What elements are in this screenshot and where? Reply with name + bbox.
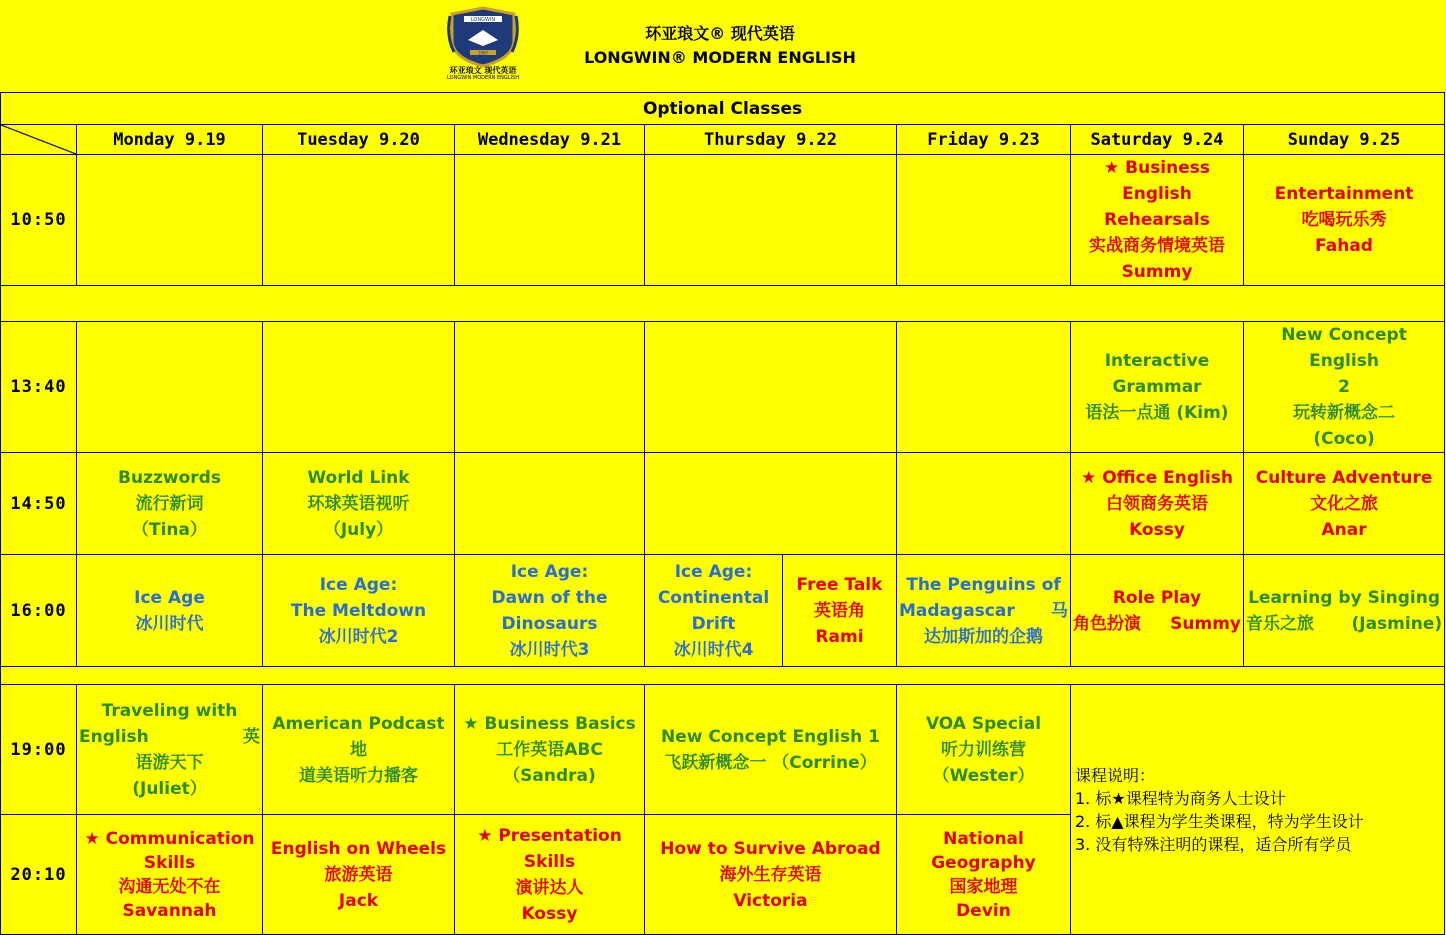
- class-tue-1450: World Link 环球英语视听 （July）: [263, 453, 455, 555]
- class-sat-1600: Role Play 角色扮演 Summy: [1071, 555, 1244, 667]
- logo-caption-en: LONGWIN MODERN ENGLISH: [447, 75, 519, 81]
- class-fri-1900: VOA Special 听力训练营 （Wester）: [897, 685, 1071, 815]
- row-1050: [1, 155, 1445, 286]
- break-row-2: [1, 667, 1445, 685]
- class-wed-2010: ★ Presentation Skills 演讲达人 Kossy: [455, 815, 645, 935]
- notes-item: 2. 标▲课程为学生类课程，特为学生设计: [1075, 811, 1364, 831]
- class-thu-1600-free-talk: Free Talk 英语角 Rami: [783, 555, 897, 667]
- row-1450: [1, 453, 1445, 555]
- class-mon-1900: Traveling with English 英 语游天下 (Juliet）: [77, 685, 263, 815]
- day-header-sunday: Sunday 9.25: [1244, 125, 1445, 155]
- class-fri-1600: The Penguins of Madagascar 马 达加斯加的企鹅: [897, 555, 1071, 667]
- class-sat-1450: ★ Office English 白领商务英语 Kossy: [1071, 453, 1244, 555]
- day-header-saturday: Saturday 9.24: [1071, 125, 1244, 155]
- class-wed-1900: ★ Business Basics 工作英语ABC （Sandra): [455, 685, 645, 815]
- title-cn: 环亚琅文® 现代英语: [645, 24, 795, 43]
- logo-text: LONGWIN: [470, 17, 496, 23]
- time-1450: 14:50: [1, 453, 77, 555]
- title-en: LONGWIN® MODERN ENGLISH: [584, 48, 856, 67]
- class-mon-1450: Buzzwords 流行新词 （Tina）: [77, 453, 263, 555]
- page-title: [460, 22, 980, 70]
- time-1600: 16:00: [1, 555, 77, 667]
- logo-year: 1997: [477, 50, 489, 56]
- course-notes: [1071, 685, 1445, 935]
- row-1600: [1, 555, 1445, 667]
- notes-item: 3. 没有特殊注明的课程，适合所有学员: [1075, 834, 1352, 854]
- class-sun-1600: Learning by Singing 音乐之旅 (Jasmine): [1244, 555, 1445, 667]
- time-2010: 20:10: [1, 815, 77, 935]
- class-tue-1600: Ice Age: The Meltdown 冰川时代2: [263, 555, 455, 667]
- row-1900: [1, 685, 1445, 815]
- table-title: Optional Classes: [1, 93, 1445, 125]
- class-thu-2010: How to Survive Abroad 海外生存英语 Victoria: [645, 815, 897, 935]
- class-wed-1600: Ice Age: Dawn of the Dinosaurs 冰川时代3: [455, 555, 645, 667]
- class-sat-1340: Interactive Grammar 语法一点通 (Kim): [1071, 322, 1244, 453]
- day-header-wednesday: Wednesday 9.21: [455, 125, 645, 155]
- class-thu-1900: New Concept English 1 飞跃新概念一 （Corrine）: [645, 685, 897, 815]
- day-header-monday: Monday 9.19: [77, 125, 263, 155]
- day-header-thursday: Thursday 9.22: [645, 125, 897, 155]
- time-1050: 10:50: [1, 155, 77, 286]
- row-1340: [1, 322, 1445, 453]
- corner-cell: [1, 125, 77, 155]
- logo-caption-cn: 环亚琅文 现代英语: [449, 66, 517, 75]
- notes-title: 课程说明：: [1075, 765, 1156, 785]
- class-sun-1050: Entertainment 吃喝玩乐秀 Fahad: [1244, 155, 1445, 286]
- day-header-friday: Friday 9.23: [897, 125, 1071, 155]
- schedule-table: [0, 92, 1445, 935]
- class-sun-1340: New Concept English 2 玩转新概念二 (Coco): [1244, 322, 1445, 453]
- class-fri-2010: National Geography 国家地理 Devin: [897, 815, 1071, 935]
- class-mon-2010: ★ Communication Skills 沟通无处不在 Savannah: [77, 815, 263, 935]
- class-sun-1450: Culture Adventure 文化之旅 Anar: [1244, 453, 1445, 555]
- class-thu-1600-ice-age: Ice Age: Continental Drift 冰川时代4: [645, 555, 783, 667]
- time-1340: 13:40: [1, 322, 77, 453]
- class-tue-2010: English on Wheels 旅游英语 Jack: [263, 815, 455, 935]
- notes-item: 1. 标★课程特为商务人士设计: [1075, 788, 1286, 808]
- class-mon-1600: Ice Age 冰川时代: [77, 555, 263, 667]
- time-1900: 19:00: [1, 685, 77, 815]
- day-header-tuesday: Tuesday 9.20: [263, 125, 455, 155]
- break-row: [1, 286, 1445, 322]
- class-sat-1050: ★ Business English Rehearsals 实战商务情境英语 Summy: [1071, 155, 1244, 286]
- class-tue-1900: American Podcast地 道美语听力播客: [263, 685, 455, 815]
